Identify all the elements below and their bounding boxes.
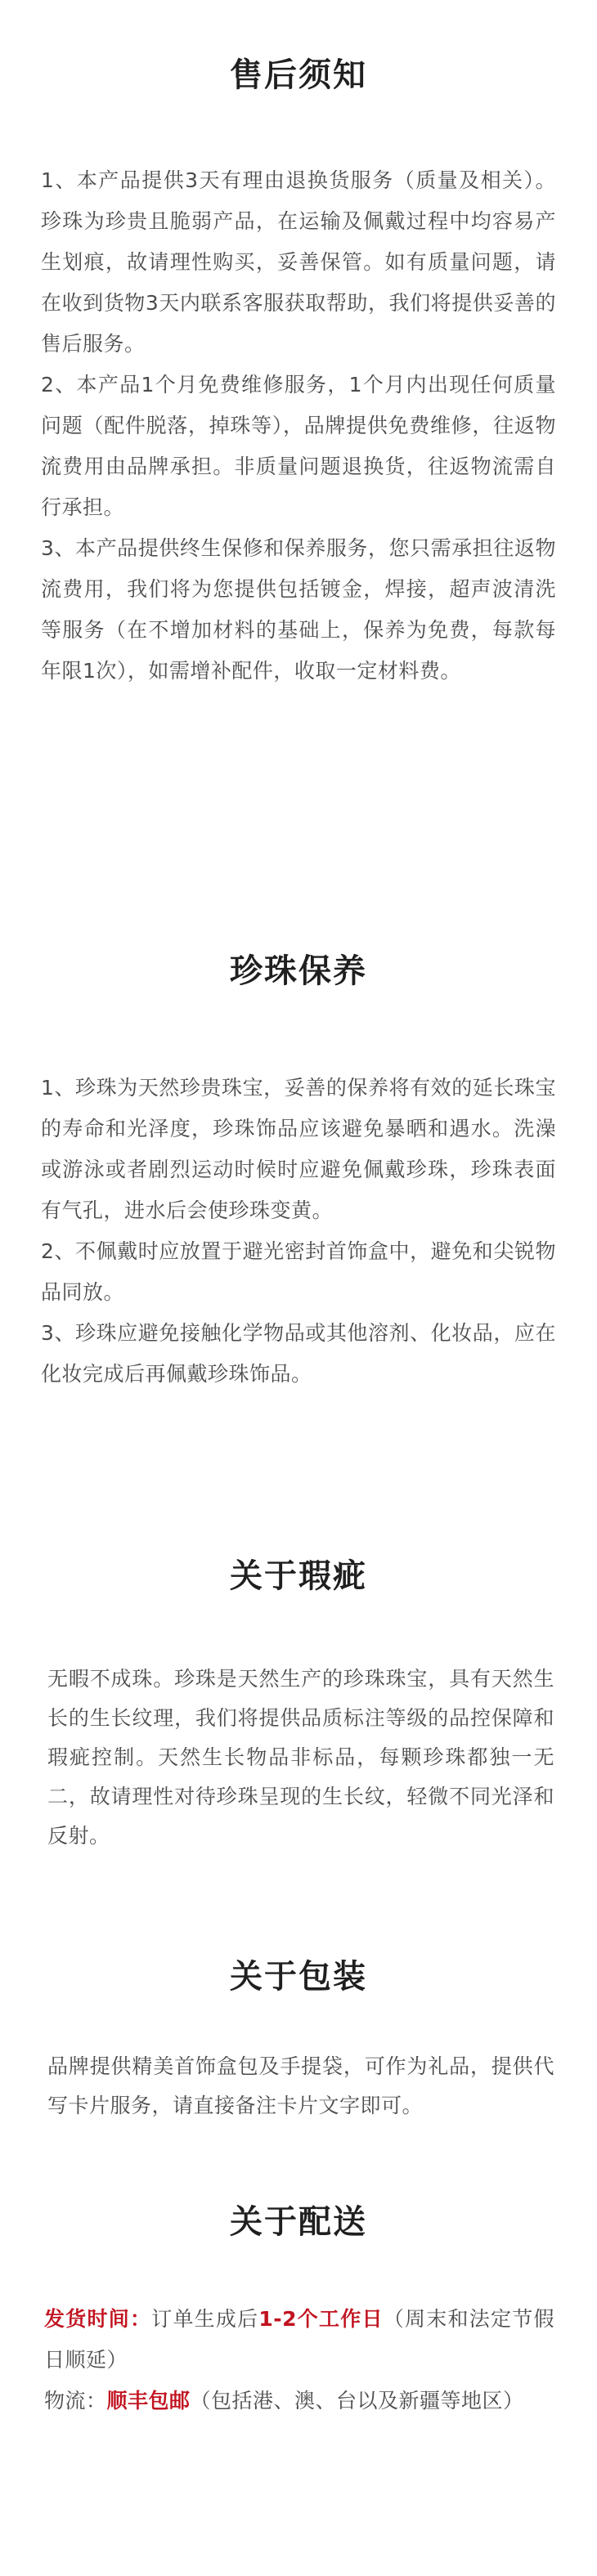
shipping-body xyxy=(44,2299,554,2421)
after-sales-section xyxy=(0,52,597,98)
logistics-highlight: 顺丰包邮 xyxy=(106,2389,191,2412)
ship-time-text-1: 订单生成后 xyxy=(151,2307,259,2331)
after-sales-item-2: 2、本产品1个月免费维修服务，1个月内出现任何质量问题（配件脱落，掉珠等），品牌提供免费维修，往返物流费用由品牌承担。非质量问题退换货，往返物流需自行承担。 xyxy=(41,373,556,519)
ship-time-label: 发货时间： xyxy=(44,2307,152,2331)
after-sales-item-1: 1、本产品提供3天有理由退换货服务（质量及相关）。珍珠为珍贵且脆弱产品，在运输及佩戴过程中均容易产生划痕，故请理性购买，妥善保管。如有质量问题，请在收到货物3天内联系客服获取帮助，我们将提供妥善的售后服务。 xyxy=(41,168,556,356)
packaging-section xyxy=(0,1954,597,2000)
after-sales-item-3: 3、本产品提供终生保修和保养服务，您只需承担往返物流费用，我们将为您提供包括镀金，焊接，超声波清洗等服务（在不增加材料的基础上，保养为免费，每款每年限1次），如需增补配件，收取一定材料费。 xyxy=(41,536,556,683)
ship-time-line xyxy=(44,2299,554,2381)
packaging-body xyxy=(47,2047,554,2126)
pearl-care-section xyxy=(0,948,597,994)
flaws-body xyxy=(47,1660,554,1856)
logistics-text: （包括港、澳、台以及新疆等地区） xyxy=(190,2389,524,2412)
packaging-title: 关于包装 xyxy=(230,1957,367,1996)
ship-time-text-2: （周末和法定节假日顺延） xyxy=(44,2307,554,2372)
packaging-text: 品牌提供精美首饰盒包及手提袋，可作为礼品，提供代写卡片服务，请直接备注卡片文字即可。 xyxy=(47,2054,554,2117)
logistics-line xyxy=(44,2381,554,2421)
after-sales-title: 售后须知 xyxy=(230,56,367,94)
pearl-care-item-2: 2、不佩戴时应放置于避光密封首饰盒中，避免和尖锐物品同放。 xyxy=(41,1239,556,1304)
ship-time-highlight: 1-2个工作日 xyxy=(258,2307,384,2331)
pearl-care-item-1: 1、珍珠为天然珍贵珠宝，妥善的保养将有效的延长珠宝的寿命和光泽度，珍珠饰品应该避免暴晒和遇水。洗澡或游泳或者剧烈运动时候时应避免佩戴珍珠，珍珠表面有气孔，进水后会使珍珠变黄。 xyxy=(41,1076,556,1222)
flaws-text: 无暇不成珠。珍珠是天然生产的珍珠珠宝，具有天然生长的生长纹理，我们将提供品质标注等级的品控保障和瑕疵控制。天然生长物品非标品，每颗珍珠都独一无二，故请理性对待珍珠呈现的生长纹，轻微不同光泽和反射。 xyxy=(47,1667,554,1848)
shipping-section xyxy=(0,2199,597,2245)
shipping-title: 关于配送 xyxy=(230,2202,367,2241)
logistics-label: 物流： xyxy=(44,2389,107,2412)
flaws-section xyxy=(0,1553,597,1599)
flaws-title: 关于瑕疵 xyxy=(230,1557,367,1595)
pearl-care-title: 珍珠保养 xyxy=(230,952,367,990)
pearl-care-item-3: 3、珍珠应避免接触化学物品或其他溶剂、化妆品，应在化妆完成后再佩戴珍珠饰品。 xyxy=(41,1321,556,1386)
after-sales-body xyxy=(41,160,556,692)
pearl-care-body xyxy=(41,1068,556,1395)
